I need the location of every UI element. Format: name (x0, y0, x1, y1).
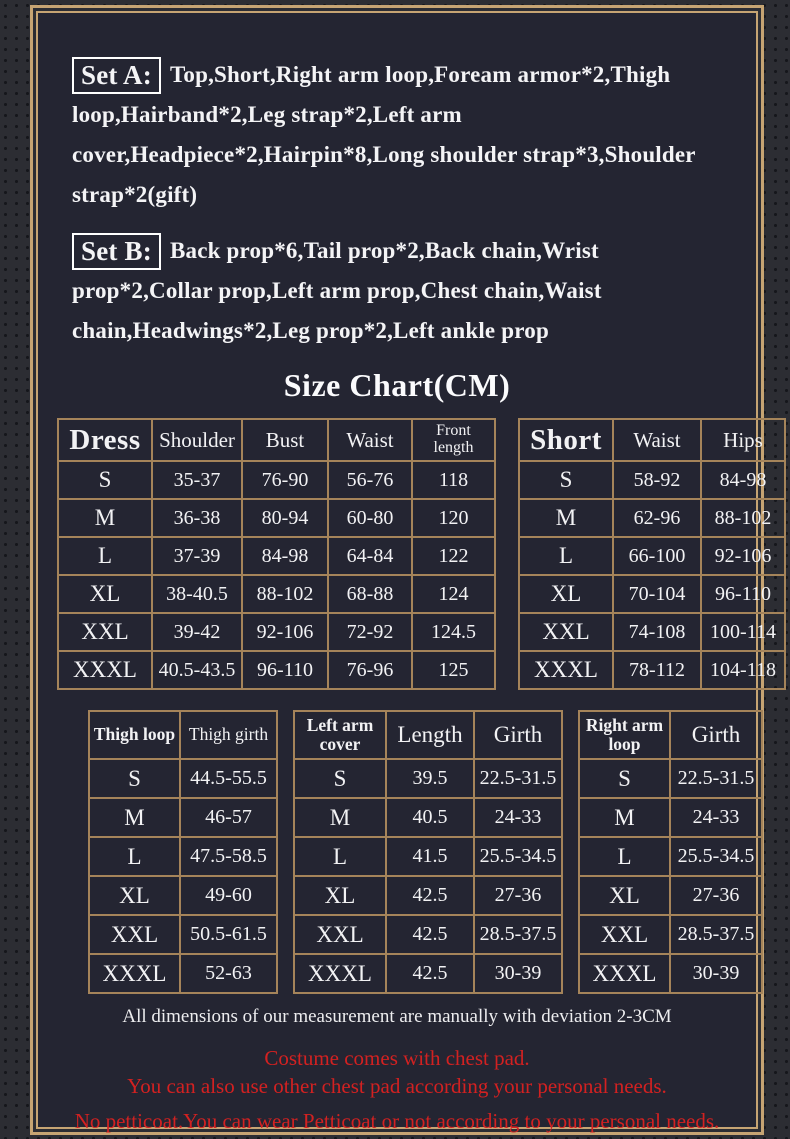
size-label: XL (579, 876, 670, 915)
table-row (89, 837, 277, 876)
table-row (579, 837, 762, 876)
set-b-items: Back prop*6,Tail prop*2,Back chain,Wrist prop*2,Collar prop,Left arm prop,Chest chain,Waist chain,Headwings*2,Leg prop*2,Left ankle prop (72, 238, 602, 343)
measurement-cell: 88-102 (242, 575, 328, 613)
set-contents-section (38, 13, 756, 351)
size-label: XXL (579, 915, 670, 954)
measurement-cell: 122 (412, 537, 495, 575)
header-row (294, 711, 562, 759)
measurement-cell: 58-92 (613, 461, 701, 499)
measurement-cell: 96-110 (242, 651, 328, 689)
table-row (579, 798, 762, 837)
table-row (519, 651, 785, 689)
size-label: M (519, 499, 613, 537)
measurement-cell: 42.5 (386, 954, 474, 993)
size-table-leftarm (293, 710, 563, 994)
measurement-cell: 96-110 (701, 575, 785, 613)
table-row (519, 575, 785, 613)
size-table-thigh (88, 710, 278, 994)
measurement-cell: 27-36 (670, 876, 762, 915)
size-label: XXXL (579, 954, 670, 993)
table-row (89, 759, 277, 798)
size-label: S (89, 759, 180, 798)
measurement-cell: 56-76 (328, 461, 412, 499)
measurement-cell: 52-63 (180, 954, 277, 993)
lower-tables-row (38, 710, 756, 994)
measurement-cell: 30-39 (474, 954, 562, 993)
table-row (294, 876, 562, 915)
measurement-cell: 124 (412, 575, 495, 613)
measurement-cell: 30-39 (670, 954, 762, 993)
table-row (58, 575, 495, 613)
size-label: XXL (89, 915, 180, 954)
table-row (519, 537, 785, 575)
size-label: M (58, 499, 152, 537)
size-label: S (519, 461, 613, 499)
leftarm-table-title: Left arm cover (294, 711, 386, 759)
size-label: L (294, 837, 386, 876)
table-row (89, 798, 277, 837)
size-label: L (579, 837, 670, 876)
dress-table-title: Dress (58, 419, 152, 461)
measurement-cell: 68-88 (328, 575, 412, 613)
measurement-cell: 92-106 (701, 537, 785, 575)
measurement-cell: 92-106 (242, 613, 328, 651)
size-label: XL (58, 575, 152, 613)
size-table-dress (57, 418, 496, 690)
measurement-cell: 37-39 (152, 537, 242, 575)
measurement-cell: 84-98 (701, 461, 785, 499)
measurement-cell: 40.5-43.5 (152, 651, 242, 689)
measurement-cell: 125 (412, 651, 495, 689)
red-notes-block (38, 1046, 756, 1134)
table-row (58, 499, 495, 537)
measurement-cell: 36-38 (152, 499, 242, 537)
measurement-cell: 70-104 (613, 575, 701, 613)
size-table-short (518, 418, 786, 690)
measurement-cell: 25.5-34.5 (474, 837, 562, 876)
size-label: M (89, 798, 180, 837)
table-row (579, 915, 762, 954)
measurement-cell: 104-118 (701, 651, 785, 689)
table-row (58, 651, 495, 689)
measurement-cell: 76-96 (328, 651, 412, 689)
table-row (519, 613, 785, 651)
size-label: M (294, 798, 386, 837)
measurement-cell: 38-40.5 (152, 575, 242, 613)
table-row (58, 537, 495, 575)
red-note-chest-pad: Costume comes with chest pad. (264, 1046, 530, 1070)
size-label: XL (294, 876, 386, 915)
column-header: Thigh girth (180, 711, 277, 759)
size-label: XXL (58, 613, 152, 651)
table-row (294, 915, 562, 954)
measurement-cell: 72-92 (328, 613, 412, 651)
rightarm-table-title: Right arm loop (579, 711, 670, 759)
size-table-rightarm (578, 710, 763, 994)
table-row (579, 759, 762, 798)
set-b-description (72, 231, 742, 351)
size-label: XL (89, 876, 180, 915)
table-row (579, 954, 762, 993)
size-label: L (58, 537, 152, 575)
measurement-cell: 27-36 (474, 876, 562, 915)
size-label: XXL (519, 613, 613, 651)
measurement-cell: 74-108 (613, 613, 701, 651)
measurement-cell: 60-80 (328, 499, 412, 537)
short-table-title: Short (519, 419, 613, 461)
measurement-cell: 64-84 (328, 537, 412, 575)
column-header: Waist (613, 419, 701, 461)
table-row (519, 499, 785, 537)
table-row (294, 954, 562, 993)
decorative-gold-frame (30, 5, 776, 1135)
measurement-cell: 88-102 (701, 499, 785, 537)
header-row (579, 711, 762, 759)
size-label: L (519, 537, 613, 575)
measurement-cell: 46-57 (180, 798, 277, 837)
measurement-cell: 50.5-61.5 (180, 915, 277, 954)
header-row (58, 419, 495, 461)
table-row (89, 954, 277, 993)
table-row (58, 613, 495, 651)
measurement-cell: 22.5-31.5 (474, 759, 562, 798)
thigh-table-title: Thigh loop (89, 711, 180, 759)
size-label: XXL (294, 915, 386, 954)
column-header: Girth (474, 711, 562, 759)
measurement-cell: 120 (412, 499, 495, 537)
set-a-description (72, 55, 742, 215)
measurement-cell: 84-98 (242, 537, 328, 575)
column-header: Hips (701, 419, 785, 461)
measurement-cell: 62-96 (613, 499, 701, 537)
header-row (89, 711, 277, 759)
size-label: S (58, 461, 152, 499)
measurement-cell: 78-112 (613, 651, 701, 689)
measurement-cell: 76-90 (242, 461, 328, 499)
size-chart-title: Size Chart(CM) (283, 367, 511, 403)
measurement-cell: 44.5-55.5 (180, 759, 277, 798)
measurement-cell: 35-37 (152, 461, 242, 499)
measurement-cell: 41.5 (386, 837, 474, 876)
upper-tables-row (38, 418, 776, 690)
measurement-cell: 40.5 (386, 798, 474, 837)
column-header: Waist (328, 419, 412, 461)
size-label: XL (519, 575, 613, 613)
table-row (89, 876, 277, 915)
measurement-cell: 39-42 (152, 613, 242, 651)
size-label: XXXL (294, 954, 386, 993)
size-label: XXXL (89, 954, 180, 993)
table-row (58, 461, 495, 499)
table-row (294, 759, 562, 798)
measurement-cell: 47.5-58.5 (180, 837, 277, 876)
measurement-cell: 124.5 (412, 613, 495, 651)
measurement-cell: 24-33 (670, 798, 762, 837)
table-row (579, 876, 762, 915)
set-b-label: Set B: (72, 233, 161, 270)
size-label: S (579, 759, 670, 798)
table-row (294, 837, 562, 876)
measurement-cell: 42.5 (386, 876, 474, 915)
size-label: XXXL (58, 651, 152, 689)
table-row (294, 798, 562, 837)
column-header: Length (386, 711, 474, 759)
measurement-cell: 28.5-37.5 (670, 915, 762, 954)
measurement-cell: 25.5-34.5 (670, 837, 762, 876)
size-label: M (579, 798, 670, 837)
header-row (519, 419, 785, 461)
column-header: Front length (412, 419, 495, 461)
set-a-items: Top,Short,Right arm loop,Foream armor*2,Thigh loop,Hairband*2,Leg strap*2,Left arm cover,Headpiece*2,Hairpin*8,Long shoulder strap*3,Shoulder strap*2(gift) (72, 62, 696, 207)
measurement-cell: 39.5 (386, 759, 474, 798)
size-label: L (89, 837, 180, 876)
measurement-cell: 42.5 (386, 915, 474, 954)
table-row (519, 461, 785, 499)
table-row (89, 915, 277, 954)
content-panel (36, 11, 776, 1133)
measurement-cell: 118 (412, 461, 495, 499)
size-label: XXXL (519, 651, 613, 689)
column-header: Girth (670, 711, 762, 759)
column-header: Bust (242, 419, 328, 461)
measurement-cell: 100-114 (701, 613, 785, 651)
measurement-cell: 24-33 (474, 798, 562, 837)
measurement-cell: 49-60 (180, 876, 277, 915)
size-label: S (294, 759, 386, 798)
red-note-other-chest-pad: You can also use other chest pad according your personal needs. (127, 1074, 667, 1098)
deviation-note: All dimensions of our measurement are manually with deviation 2-3CM (122, 1006, 672, 1027)
set-a-label: Set A: (72, 57, 161, 94)
column-header: Shoulder (152, 419, 242, 461)
measurement-cell: 22.5-31.5 (670, 759, 762, 798)
red-note-petticoat: No petticoat.You can wear Petticoat or not according to your personal needs. (74, 1109, 720, 1133)
measurement-cell: 28.5-37.5 (474, 915, 562, 954)
measurement-cell: 66-100 (613, 537, 701, 575)
measurement-cell: 80-94 (242, 499, 328, 537)
